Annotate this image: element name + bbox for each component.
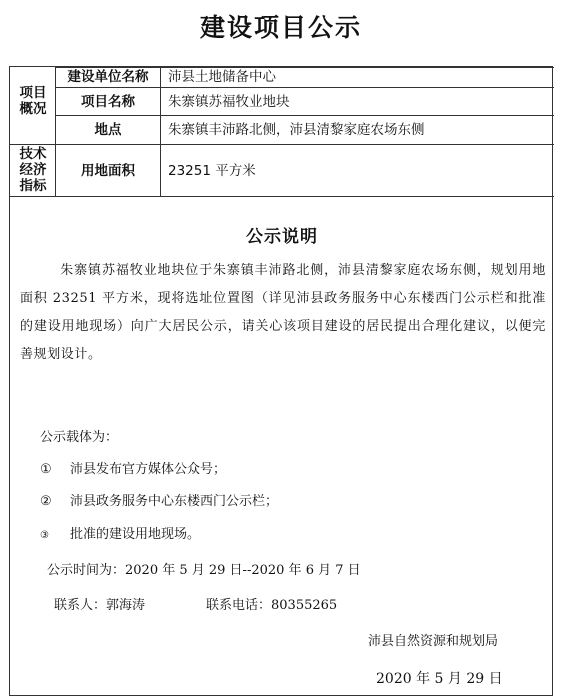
project-name-label: 项目名称	[81, 94, 135, 110]
carriers-heading: 公示载体为：	[40, 430, 119, 445]
carrier-marker: ②	[40, 494, 52, 509]
carrier-text: 批准的建设用地现场。	[70, 527, 201, 542]
builder-value: 沛县土地储备中心	[168, 69, 276, 85]
notice-paragraph	[20, 257, 546, 369]
carrier-item	[40, 526, 200, 545]
row-divider	[10, 144, 554, 145]
page-title: 建设项目公示	[199, 13, 362, 42]
notice-period: 公示时间为：2020 年 5 月 29 日--2020 年 6 月 7 日	[47, 563, 361, 578]
notice-title: 公示说明	[246, 227, 318, 247]
land-area-label: 用地面积	[81, 163, 135, 179]
notice-paragraph-text: 朱寨镇苏福牧业地块位于朱寨镇丰沛路北侧，沛县清黎家庭农场东侧，规划用地面积 23251 平方米，现将选址位置图（详见沛县政务服务中心东楼西门公示栏和批准的建设用地现场）向广大居民公示，请关心该项目建设的居民提出合理化建议，以便完善规划设计。	[20, 263, 546, 362]
location-label: 地点	[94, 122, 122, 138]
carrier-item	[40, 461, 226, 479]
carrier-text: 沛县发布官方媒体公众号；	[70, 462, 227, 477]
carrier-marker: ①	[40, 462, 52, 477]
row-divider	[10, 196, 554, 197]
project-name-value: 朱寨镇苏福牧业地块	[168, 94, 290, 110]
location-value: 朱寨镇丰沛路北侧，沛县清黎家庭农场东侧	[168, 122, 425, 138]
column-divider	[160, 67, 161, 196]
tech-indicators-label: 技术经济指标	[19, 146, 47, 194]
column-divider	[55, 67, 56, 196]
builder-label: 建设单位名称	[67, 69, 149, 85]
carrier-marker: ③	[40, 530, 49, 541]
contact-person: 联系人：郭海涛	[54, 598, 146, 613]
issuer: 沛县自然资源和规划局	[368, 634, 499, 649]
land-area-value: 23251 平方米	[168, 163, 256, 179]
contact-phone: 联系电话：80355265	[206, 598, 338, 613]
row-divider	[55, 67, 554, 68]
carrier-text: 沛县政务服务中心东楼西门公示栏；	[70, 494, 279, 509]
project-overview-label: 项目概况	[19, 85, 47, 117]
issue-date: 2020 年 5 月 29 日	[376, 671, 503, 687]
carrier-item	[40, 493, 278, 511]
row-divider	[55, 87, 554, 88]
row-divider	[55, 115, 554, 116]
notice-form	[9, 66, 553, 696]
